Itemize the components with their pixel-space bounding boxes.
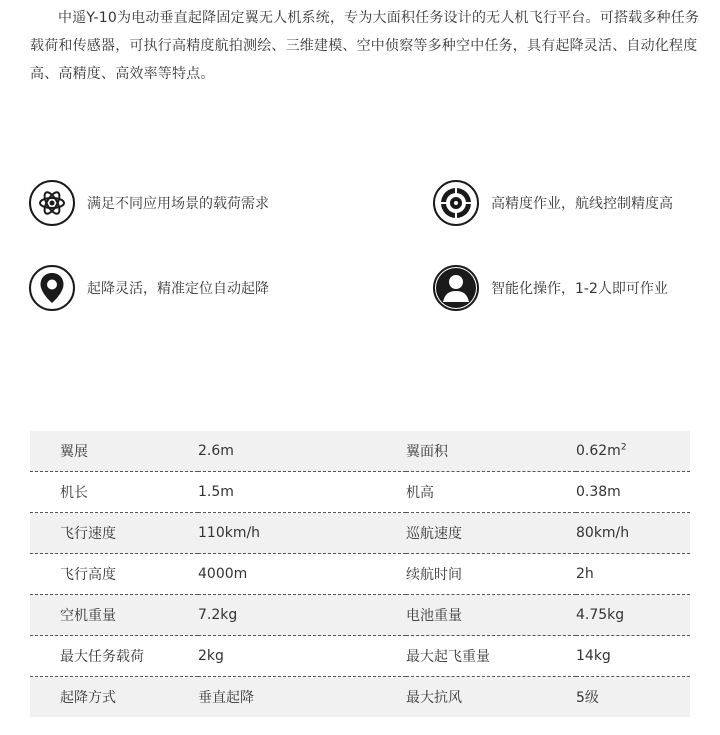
spec-value: 1.5m	[198, 472, 406, 513]
spec-value: 2kg	[198, 636, 406, 677]
spec-value: 4.75kg	[576, 595, 690, 636]
spec-key: 翼展	[30, 431, 198, 472]
spec-value: 4000m	[198, 554, 406, 595]
spec-key: 起降方式	[30, 677, 198, 718]
spec-value: 5级	[576, 677, 690, 718]
user-icon	[433, 265, 479, 311]
spec-key: 巡航速度	[406, 513, 576, 554]
table-row	[30, 677, 690, 718]
table-row	[30, 472, 690, 513]
feature-label: 智能化操作，1-2人即可作业	[491, 281, 668, 297]
table-row	[30, 636, 690, 677]
feature-label: 满足不同应用场景的载荷需求	[87, 196, 269, 212]
table-row	[30, 431, 690, 472]
spec-value: 80km/h	[576, 513, 690, 554]
table-row	[30, 554, 690, 595]
spec-value: $0.62m^2$	[576, 431, 690, 472]
spec-value: 0.38m	[576, 472, 690, 513]
feature-precision	[433, 180, 673, 226]
spec-key: 机长	[30, 472, 198, 513]
spec-value: 110km/h	[198, 513, 406, 554]
spec-key: 最大任务载荷	[30, 636, 198, 677]
spec-key: 飞行速度	[30, 513, 198, 554]
spec-value: 7.2kg	[198, 595, 406, 636]
feature-takeoff	[29, 265, 269, 311]
target-icon	[433, 180, 479, 226]
table-row	[30, 513, 690, 554]
spec-key: 最大起飞重量	[406, 636, 576, 677]
intro-paragraph: 中遥Y-10为电动垂直起降固定翼无人机系统，专为大面积任务设计的无人机飞行平台。可搭载多种任务载荷和传感器，可执行高精度航拍测绘、三维建模、空中侦察等多种空中任务，具有起降灵活、自动化程度高、高精度、高效率等特点。	[30, 10, 700, 82]
location-pin-icon	[29, 265, 75, 311]
feature-label: 起降灵活，精准定位自动起降	[87, 281, 269, 297]
spec-value: 垂直起降	[198, 677, 406, 718]
spec-key: 空机重量	[30, 595, 198, 636]
atom-icon	[29, 180, 75, 226]
table-row	[30, 595, 690, 636]
spec-key: 电池重量	[406, 595, 576, 636]
spec-key: 最大抗风	[406, 677, 576, 718]
spec-table	[30, 431, 690, 717]
spec-value: 2.6m	[198, 431, 406, 472]
spec-key: 飞行高度	[30, 554, 198, 595]
feature-operation	[433, 265, 668, 311]
spec-key: 翼面积	[406, 431, 576, 472]
feature-label: 高精度作业，航线控制精度高	[491, 196, 673, 212]
feature-payload	[29, 180, 269, 226]
spec-value: 14kg	[576, 636, 690, 677]
spec-key: 机高	[406, 472, 576, 513]
spec-key: 续航时间	[406, 554, 576, 595]
spec-value: 2h	[576, 554, 690, 595]
